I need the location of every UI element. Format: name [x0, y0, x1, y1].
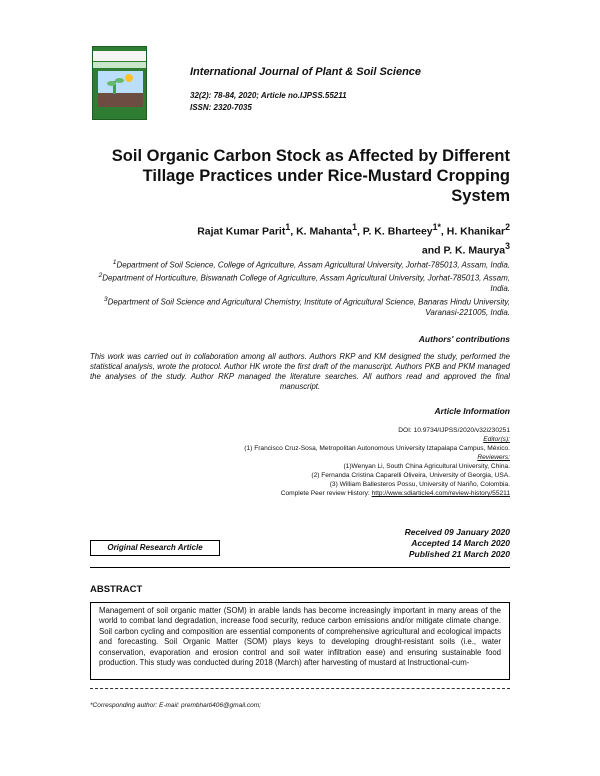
contributions-heading: Authors' contributions — [418, 334, 510, 344]
author-name: Rajat Kumar Parit — [197, 225, 286, 238]
contributions-text: This work was carried out in collaboration among all authors. Authors RKP and KM designed the study, performed the statistical analysis, wrote the protocol. Author HK wrote the first draft of the manuscript. Authors PKB and PKM managed the analyses of the study. Author RKP managed the literature searches. All authors read and approved the final manuscript. — [90, 352, 510, 391]
review-history-link[interactable]: http://www.sdiarticle4.com/review-history/55211 — [371, 490, 510, 497]
article-info-heading: Article Information — [434, 406, 510, 416]
author-name: H. Khanikar — [446, 225, 506, 238]
received-date: Received 09 January 2020 — [404, 527, 510, 537]
reviewer-item: (1)Wenyan Li, South China Agricultural University, China. — [343, 463, 510, 470]
divider — [90, 567, 510, 568]
author-name: K. Mahanta — [296, 225, 353, 238]
doi: DOI: 10.9734/IJPSS/2020/v32i230251 — [398, 427, 510, 434]
cover-subtitle-band — [93, 62, 146, 68]
volume-line: 32(2): 78-84, 2020; Article no.IJPSS.55211 — [190, 91, 347, 100]
review-history: Complete Peer review History: http://www.sdiarticle4.com/review-history/55211 — [280, 490, 510, 497]
leaf-icon — [115, 78, 124, 83]
issn-line: ISSN: 2320-7035 — [190, 103, 252, 112]
affiliation-item: $^1$Department of Soil Science, College of Agriculture, Assam Agricultural University, Jorhat-785013, Assam, India. — [112, 259, 510, 270]
accepted-date: Accepted 14 March 2020 — [411, 538, 510, 548]
affiliation-item: $^3$Department of Soil Science and Agricultural Chemistry, Institute of Agricultural Science, Banaras Hindu University, Varanasi-221005, India. — [103, 295, 510, 317]
article-type-badge: Original Research Article — [90, 540, 220, 556]
reviewers-label: Reviewers: — [477, 454, 510, 461]
abstract-text: Management of soil organic matter (SOM) in arable lands has become increasingly important in many areas of the world to combat land degradation, increase food security, reduce carbon emissions and/or mitigate climate change. Soil carbon cycling and composition are essential components of comprehensive agricultural and ecological impacts and forecasting. Soil Organic Matter (SOM) plays keys to developing drought-resistant soils (i.e., water conservation, evaporation and erosion control and soil water infiltration ease) and ensuring sustainable food production. This study was conducted during 2018 (March) after harvesting of mustard at Instructional-cum- — [99, 606, 501, 668]
abstract-box — [90, 602, 510, 680]
article-title: Soil Organic Carbon Stock as Affected by Different Tillage Practices under Rice-Mustard Cropping System — [111, 147, 510, 205]
publication-dates — [405, 527, 510, 560]
editor-item: (1) Francisco Cruz-Sosa, Metropolitan Autonomous University Iztapalapa Campus, México. — [244, 445, 510, 452]
abstract-heading: ABSTRACT — [90, 584, 143, 595]
affiliations — [90, 258, 510, 318]
published-date: Published 21 March 2020 — [408, 549, 510, 559]
affiliation-item: $^2$Department of Horticulture, Biswanath College of Agriculture, Assam Agricultural University, Jorhat-785013, Assam, India. — [98, 272, 510, 294]
footnote-divider — [90, 688, 510, 689]
journal-title: International Journal of Plant & Soil Science — [190, 66, 422, 78]
journal-cover-image — [92, 46, 147, 120]
author-list: Rajat Kumar Parit$^1$, K. Mahanta$^1$, P. K. Bharteey$^{1*}$, H. Khanikar$^2$ and P. K. Maurya$^3$ — [197, 222, 510, 256]
reviewer-item: (3) William Ballesteros Possu, University of Nariño, Colombia. — [329, 481, 510, 488]
corresponding-author-footnote: *Corresponding author: E-mail: prembharti406@gmail.com; — [90, 702, 261, 709]
reviewer-item: (2) Fernanda Cristina Caparelli Oliveira, University of Georgia, USA. — [311, 472, 510, 479]
sun-icon — [125, 74, 133, 82]
author-name: P. K. Maurya — [443, 244, 506, 256]
editors-label: Editor(s): — [483, 436, 510, 443]
journal-citation — [190, 90, 347, 114]
article-info — [80, 426, 510, 498]
cover-title-band — [93, 51, 146, 61]
author-name: P. K. Bharteey — [362, 225, 433, 238]
cover-soil — [98, 93, 143, 107]
